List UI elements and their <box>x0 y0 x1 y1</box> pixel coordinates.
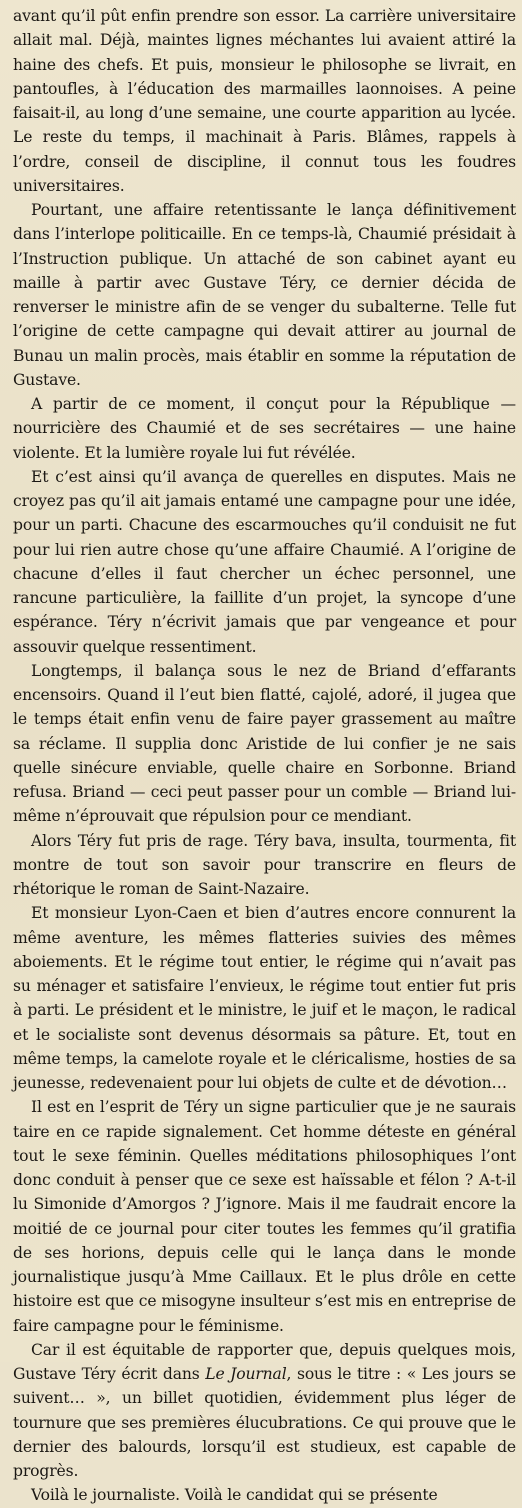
paragraph-2: Pourtant, une affaire retentissante le lança définitivement dans l’interlope politicaille. En ce temps-là, Chaumié présidait à l’Instruction publique. Un attaché de son cabinet ayant eu maille à partir avec Gustave Téry, ce dernier décida de renverser le ministre afin de se venger du subalterne. Telle fut l’origine de cette campagne qui devait attirer au journal de Bunau un malin procès, mais établir en somme la réputation de Gustave. <box>13 201 516 389</box>
paragraph-1: avant qu’il pût enfin prendre son essor. La carrière universitaire allait mal. Déjà, maintes lignes méchantes lui avaient attiré la haine des chefs. Et puis, monsieur le philosophe se livrait, en pantoufles, à l’éducation des marmailles laonnoises. A peine faisait-il, au long d’une semaine, une courte apparition au lycée. Le reste du temps, il machinait à Paris. Blâmes, rappels à l’ordre, conseil de discipline, il connut tous les foudres universitaires. <box>13 7 516 195</box>
paragraph-7: Et monsieur Lyon-Caen et bien d’autres encore connurent la même aventure, les mêmes flatteries suivies des mêmes aboiements. Et le régime tout entier, le régime qui n’avait pas su ménager et satisfaire l’envieux, le régime tout entier fut pris à parti. Le président et le ministre, le juif et le maçon, le radical et le socialiste sont devenus désormais sa pâture. Et, tout en même temps, la camelote royale et le cléricalisme, hosties de sa jeunesse, redevenaient pour lui objets de culte et de dévotion… <box>13 904 516 1092</box>
paragraph-9-text-after: , sous le titre : « Les jours se suivent… », un billet quotidien, évidemment plus léger de tournure que ses premières élucubrations. Ce qui prouve que le dernier des balourds, lorsqu’il est studieux, est capable de progrès. <box>13 1365 516 1480</box>
paragraph-10: Voilà le journaliste. Voilà le candidat qui se présente <box>31 1486 438 1505</box>
newspaper-title-le-journal: Le Journal <box>205 1365 287 1383</box>
paragraph-9-text-before: Car il est équitable de rapporter que, depuis quelques mois, Gustave Téry écrit dans <box>13 1340 516 1383</box>
paragraph-8: Il est en l’esprit de Téry un signe particulier que je ne saurais taire en ce rapide signalement. Cet homme déteste en général tout le sexe féminin. Quelles méditations philosophiques l’ont donc conduit à penser que ce sexe est haïssable et félon ? A-t-il lu Simonide d’Amorgos ? J’ignore. Mais il me faudrait encore la moitié de ce journal pour citer toutes les femmes qu’il gratifia de ses horions, depuis celle qui le lança dans le monde journalistique jusqu’à Mme Caillaux. Et le plus drôle en cette histoire est que ce misogyne insulteur s’est mis en entreprise de faire campagne pour le féminisme. <box>13 1098 516 1335</box>
paragraph-5: Longtemps, il balança sous le nez de Briand d’effarants encensoirs. Quand il l’eut bien flatté, cajolé, adoré, il jugea que le temps était enfin venu de faire payer grassement au maître sa réclame. Il supplia donc Aristide de lui confier je ne sais quelle sinécure enviable, quelle chaire en Sorbonne. Briand refusa. Briand — ceci peut passer pour un comble — Briand lui-même n’éprouvait que répulsion pour ce mendiant. <box>13 661 516 826</box>
paragraph-3: A partir de ce moment, il conçut pour la République — nourricière des Chaumié et de ses secrétaires — une haine violente. Et la lumière royale lui fut révélée. <box>13 395 516 462</box>
paragraph-9 <box>13 1338 516 1484</box>
paragraph-6: Alors Téry fut pris de rage. Téry bava, insulta, tourmenta, fit montre de tout son savoir pour transcrire en fleurs de rhétorique le roman de Saint-Nazaire. <box>13 831 516 898</box>
paragraph-4: Et c’est ainsi qu’il avança de querelles en disputes. Mais ne croyez pas qu’il ait jamais entamé une campagne pour une idée, pour un parti. Chacune des escarmouches qu’il conduisit ne fut pour lui rien autre chose qu’une affaire Chaumié. A l’origine de chacune d’elles il faut chercher un échec personnel, une rancune particulière, la faillite d’un projet, la syncope d’une espérance. Téry n’écrivit jamais que par vengeance et pour assouvir quelque ressentiment. <box>13 467 516 656</box>
